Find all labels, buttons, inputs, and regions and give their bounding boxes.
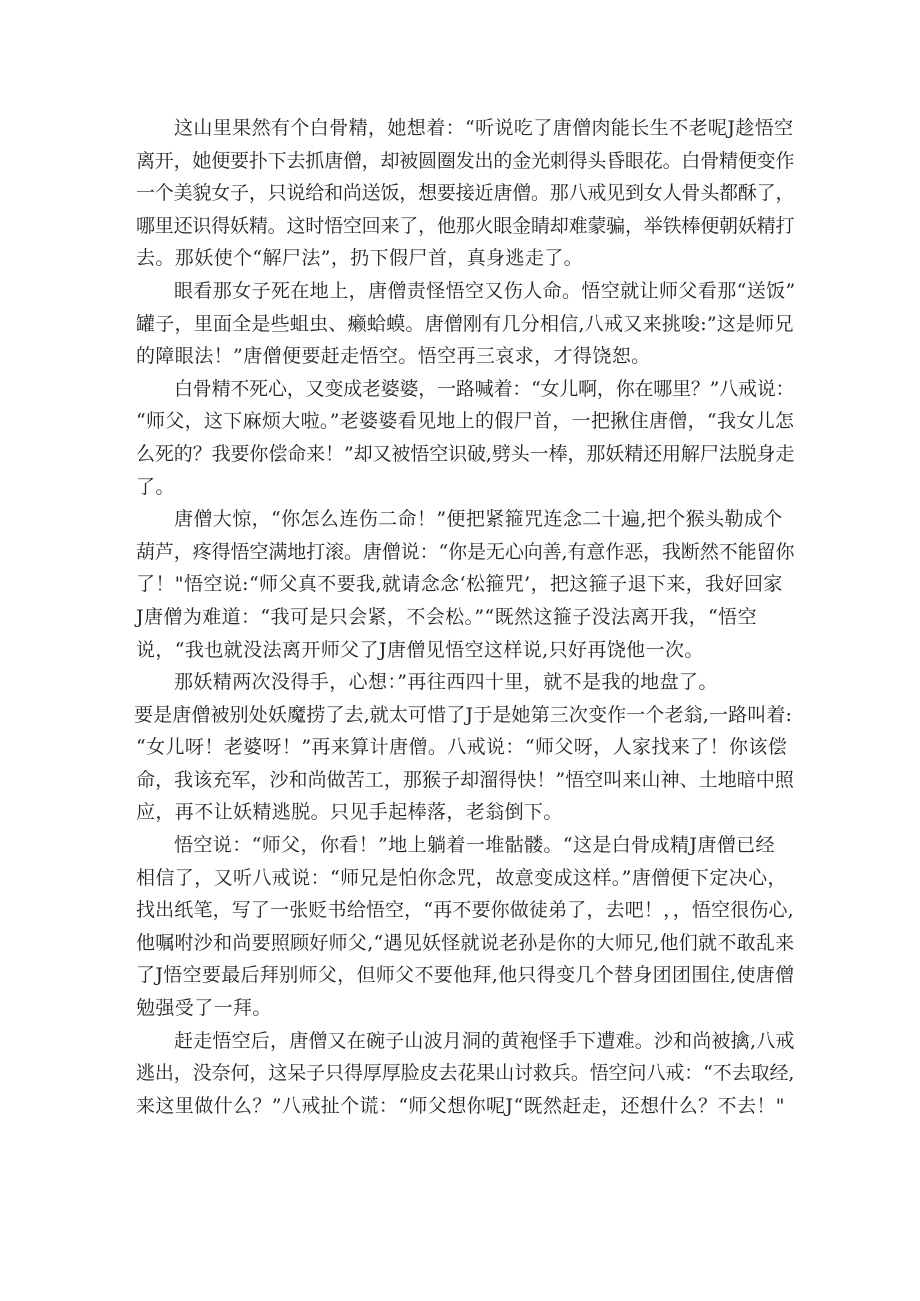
- text-line: 葫芦，疼得悟空满地打滚。唐僧说：“你是无心向善,有意作恶，我断然不能留你: [136, 540, 795, 563]
- text-line: 的障眼法！”唐僧便要赶走悟空。悟空再三哀求，才得饶恕。: [136, 345, 651, 368]
- text-line: 哪里还识得妖精。这时悟空回来了，他那火眼金睛却难蒙骗，举铁棒便朝妖精打: [136, 214, 795, 237]
- text-line: 离开，她便要扑下去抓唐僧，却被圆圈发出的金光刺得头昏眼花。白骨精便变作: [136, 149, 795, 172]
- text-line: 来这里做什么？”八戒扯个谎：“师父想你呢J“既然赶走，还想什么？不去！": [136, 1094, 785, 1117]
- text-line: 了J悟空要最后拜别师父，但师父不要他拜,他只得变几个替身团团围住,使唐僧: [136, 964, 795, 987]
- text-line: 要是唐僧被别处妖魔捞了去,就太可惜了J于是她第三次变作一个老翁,一路叫着:: [134, 703, 793, 726]
- text-line: 悟空说：“师父，你看！”地上躺着一堆骷髅。“这是白骨成精J唐僧已经: [174, 834, 775, 857]
- text-line: “师父，这下麻烦大啦。”老婆婆看见地上的假尸首，一把揪住唐僧，“我女儿怎: [136, 410, 795, 433]
- text-line: “女儿呀！老婆呀！”再来算计唐僧。八戒说：“师父呀，人家找来了！你该偿: [136, 736, 788, 759]
- text-line: 命，我该充军，沙和尚做苦工，那猴子却溜得快！”悟空叫来山神、土地暗中照: [136, 768, 794, 791]
- text-line: 那妖精两次没得手，心想：”再往西四十里，就不是我的地盘了。: [174, 671, 718, 694]
- text-line: 去。那妖使个“解尸法”，扔下假尸首，真身逃走了。: [136, 247, 584, 270]
- text-line: 眼看那女子死在地上，唐僧责怪悟空又伤人命。悟空就让师父看那“送饭”: [174, 279, 796, 302]
- text-line: 说，“我也就没法离开师父了J唐僧见悟空这样说,只好再饶他一次。: [136, 638, 704, 661]
- text-line: 么死的？我要你偿命来！”却又被悟空识破,劈头一棒，那妖精还用解尸法脱身走: [136, 442, 795, 465]
- text-line: 勉强受了一拜。: [136, 997, 272, 1020]
- text-line: 白骨精不死心，又变成老婆婆，一路喊着：“女儿啊，你在哪里？”八戒说：: [174, 377, 795, 400]
- text-line: 了！"悟空说:“师父真不要我,就请念念‘松箍咒’，把这箍子退下来，我好回家: [136, 573, 783, 596]
- text-line: 他嘱咐沙和尚要照顾好师父,“遇见妖怪就说老孙是你的大师兄,他们就不敢乱来: [136, 931, 795, 954]
- text-line: 一个美貌女子，只说给和尚送饭，想要接近唐僧。那八戒见到女人骨头都酥了，: [136, 182, 795, 205]
- document-body: [136, 112, 796, 1122]
- text-line: 找出纸笔，写了一张贬书给悟空，“再不要你做徒弟了，去吧！，，悟空很伤心,: [136, 899, 794, 922]
- text-line: 这山里果然有个白骨精，她想着：“听说吃了唐僧肉能长生不老呢J趁悟空: [174, 117, 794, 139]
- text-line: J唐僧为难道：“我可是只会紧，不会松。”“既然这箍子没法离开我，“悟空: [136, 605, 757, 628]
- text-line: 逃出，没奈何，这呆子只得厚厚脸皮去花果山讨救兵。悟空问八戒：“不去取经,: [136, 1062, 795, 1085]
- text-line: 应，再不让妖精逃脱。只见手起棒落，老翁倒下。: [136, 801, 563, 824]
- text-line: 相信了，又听八戒说：“师兄是怕你念咒，故意变成这样。”唐僧便下定决心，: [136, 866, 787, 889]
- text-line: 了。: [136, 475, 175, 498]
- text-line: 赶走悟空后，唐僧又在碗子山波月洞的黄袍怪手下遭难。沙和尚被擒,八戒: [174, 1029, 795, 1052]
- text-line: 罐子，里面全是些蛆虫、癞蛤蟆。唐僧刚有几分相信,八戒又来挑唆:”这是师兄: [136, 312, 794, 335]
- text-line: 唐僧大惊，“你怎么连伤二命！”便把紧箍咒连念二十遍,把个猴头勒成个: [174, 508, 783, 531]
